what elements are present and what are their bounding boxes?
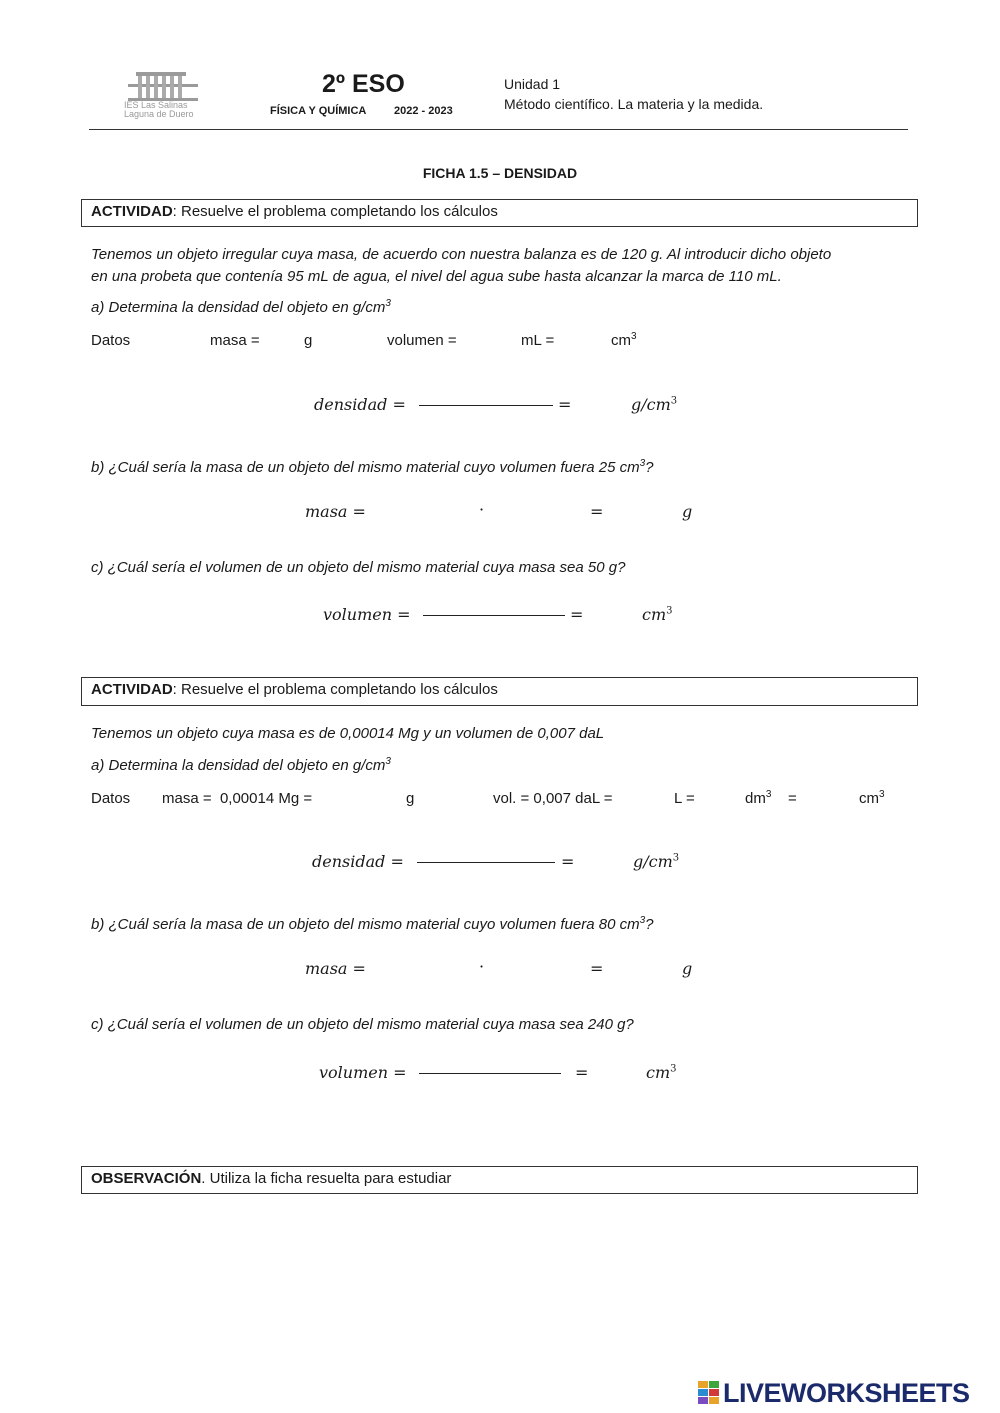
school-town: Laguna de Duero [124,109,194,119]
activity2-dm3: $dm^3$ [745,789,772,807]
formula3-equals: = [570,605,584,624]
formula5-dot: · [479,957,485,976]
course-title: 2º ESO [322,70,405,98]
school-name: IES Las Salinas [124,100,188,110]
formula1-equals: = [558,395,572,414]
activity2-statement: Tenemos un objeto cuya masa es de 0,00014 Mg y un volumen de 0,007 daL [91,725,605,742]
formula5-masa-label: masa = [305,959,366,978]
activity1-question-c: c) ¿Cuál sería el volumen de un objeto del mismo material cuya masa sea 50 g? [91,559,626,576]
subject-label: FÍSICA Y QUÍMICA [270,105,367,117]
formula4-equals: = [561,852,575,871]
activity2-cm3: $cm^3$ [859,789,885,807]
formula4-densidad-label: densidad = [312,852,404,871]
header-rule [89,129,908,130]
formula1-densidad-label: densidad = [314,395,406,414]
activity1-cm3: $cm^3$ [611,331,637,349]
observation-label: OBSERVACIÓN [91,1170,202,1187]
activity2-l: L = [674,790,695,807]
activity2-question-b: b) ¿Cuál sería la masa de un objeto del mismo material cuyo volumen fuera 80 $cm^3$? [91,915,654,933]
activity1-masa: masa = [210,332,260,349]
formula6-equals: = [575,1063,589,1082]
formula6-unit: $cm^3$ [646,1063,677,1082]
activity2-question-c: c) ¿Cuál sería el volumen de un objeto del mismo material cuya masa sea 240 g? [91,1016,634,1033]
formula1-fraction-line [419,405,553,406]
activity2-instruction: : Resuelve el problema completando los cálculos [172,681,498,698]
activity2-masa: masa = 0,00014 Mg = [162,790,313,807]
activity1-question-a: a) Determina la densidad del objeto en $g/cm^3$ [91,298,391,316]
observation-text: . Utiliza la ficha resuelta para estudiar [201,1170,452,1187]
formula2-equals: = [590,502,604,521]
formula3-fraction-line [423,615,565,616]
liveworksheets-text: LIVEWORKSHEETS [723,1377,970,1408]
formula4-fraction-line [417,862,555,863]
activity1-datos: Datos [91,332,131,349]
liveworksheets-logo [697,1377,970,1409]
activity2-eq: = [788,790,797,807]
formula6-volumen-label: volumen = [319,1063,407,1082]
formula3-volumen-label: volumen = [323,605,411,624]
activity2-datos: Datos [91,790,131,807]
activity1-label: ACTIVIDAD [91,203,173,220]
formula3-unit: $cm^3$ [642,605,673,624]
activity2-g: g [406,790,415,807]
activity2-label: ACTIVIDAD [91,681,173,698]
school-logo [122,68,202,120]
activity1-instruction: : Resuelve el problema completando los cálculos [172,203,498,220]
formula5-equals: = [590,959,604,978]
activity1-question-b: b) ¿Cuál sería la masa de un objeto del mismo material cuyo volumen fuera 25 $cm^3$? [91,458,654,476]
formula5-unit: g [682,959,693,978]
activity2-vol: vol. = 0,007 daL = [493,790,613,807]
unit-number: Unidad 1 [504,76,561,92]
school-year: 2022 - 2023 [394,105,453,117]
formula4-unit: $g/cm^3$ [633,852,680,871]
sheet-title: FICHA 1.5 – DENSIDAD [422,165,578,181]
activity1-statement-1: Tenemos un objeto irregular cuya masa, de acuerdo con nuestra balanza es de 120 g. Al introducir dicho objeto [91,246,832,263]
activity1-ml: mL = [521,332,555,349]
formula1-unit: $g/cm^3$ [631,395,678,414]
activity1-box [81,199,918,227]
activity1-volumen: volumen = [387,332,457,349]
activity2-question-a: a) Determina la densidad del objeto en $g/cm^3$ [91,756,391,774]
liveworksheets-icon [697,1379,721,1407]
activity2-box [81,677,918,706]
observation-box [81,1166,918,1194]
formula2-unit: g [682,502,693,521]
unit-title: Método científico. La materia y la medida. [504,96,764,112]
activity1-statement-2: en una probeta que contenía 95 mL de agua, el nivel del agua sube hasta alcanzar la marca de 110 mL. [91,268,782,285]
activity1-g: g [304,332,313,349]
formula2-masa-label: masa = [305,502,366,521]
formula6-fraction-line [419,1073,561,1074]
formula2-dot: · [479,500,485,519]
